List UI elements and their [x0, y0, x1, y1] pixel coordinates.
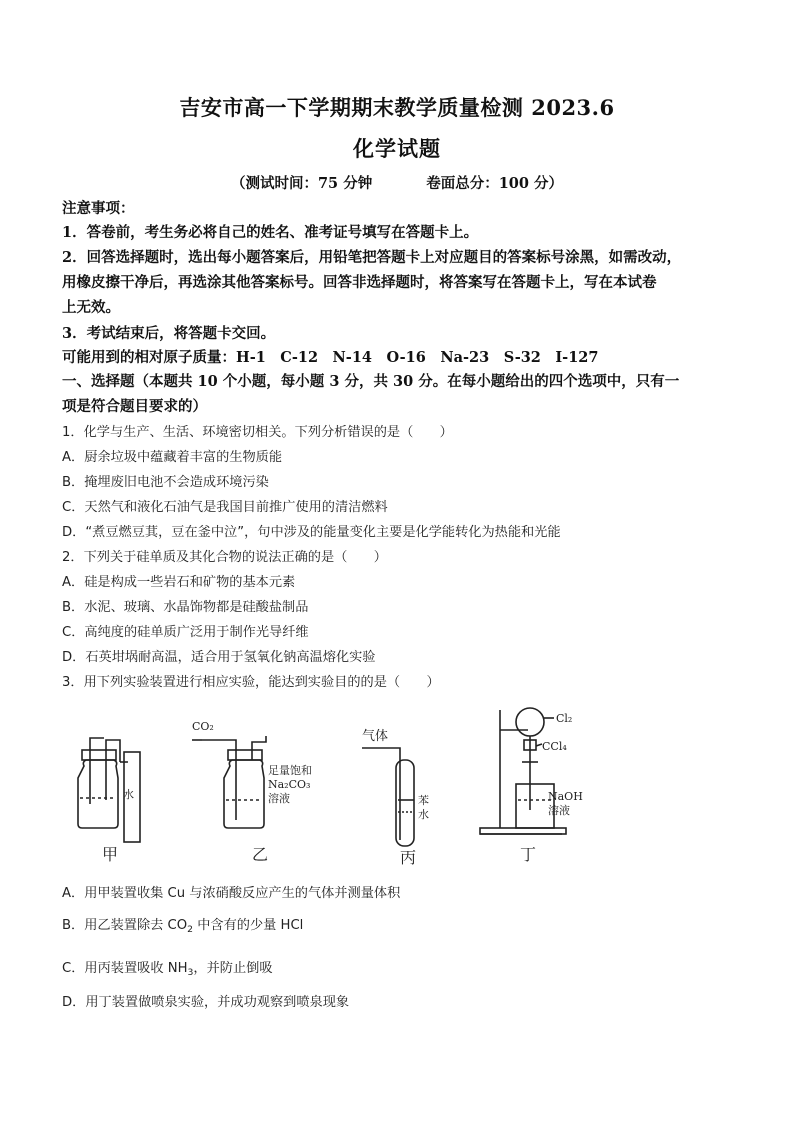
apparatus-yi [192, 736, 266, 828]
q2-stem: 2．下列关于硅单质及其化合物的说法正确的是（ ） [62, 550, 387, 565]
time-info: （测试时间：75 分钟 [230, 175, 373, 192]
notes-item-1: 1．答卷前，考生务必将自己的姓名、准考证号填写在答题卡上。 [62, 224, 479, 241]
exam-title: 吉安市高一下学期期末教学质量检测 2023.6 [179, 95, 615, 120]
q1-option-d: D．“煮豆燃豆萁，豆在釜中泣”，句中涉及的能量变化主要是化学能转化为热能和光能 [62, 525, 561, 540]
q3-option-b-subscript: 2 [187, 924, 194, 935]
label-naoh-solution: 溶液 [548, 804, 570, 817]
label-benzene: 苯 [418, 794, 429, 807]
q3-option-b [62, 914, 738, 942]
section-heading-a: 一、选择题（本题共 10 个小题，每小题 3 分，共 30 分。在每小题给出的四个选项中，只有一 [62, 373, 680, 390]
notes-item-3: 3．考试结束后，将答题卡交回。 [62, 325, 276, 342]
q2-option-a: A．硅是构成一些岩石和矿物的基本元素 [62, 575, 296, 590]
q3-option-b-text: B．用乙装置除去 CO [62, 918, 188, 933]
notes-item-2b: 用橡皮擦干净后，再选涂其他答案标号。回答非选择题时，将答案写在答题卡上，写在本试卷 [62, 274, 657, 291]
q3-apparatus-figure [62, 700, 602, 870]
notes-heading: 注意事项： [62, 200, 135, 217]
q2-option-c: C．高纯度的硅单质广泛用于制作光导纤维 [62, 625, 309, 640]
apparatus-bing [362, 748, 414, 846]
label-water-2: 水 [418, 808, 429, 821]
q3-option-a: A．用甲装置收集 Cu 与浓硝酸反应产生的气体并测量体积 [62, 886, 401, 901]
label-sat3: 溶液 [268, 792, 290, 805]
label-bing: 丙 [400, 848, 417, 867]
section-heading-b: 项是符合题目要求的） [62, 398, 207, 415]
q2-option-b: B．水泥、玻璃、水晶饰物都是硅酸盐制品 [62, 600, 309, 615]
label-water: 水 [123, 788, 134, 801]
exam-subject: 化学试题 [353, 136, 441, 161]
q3-option-d: D．用丁装置做喷泉实验，并成功观察到喷泉现象 [62, 995, 350, 1010]
notes-item-2c: 上无效。 [62, 299, 120, 316]
label-cl2: Cl₂ [556, 712, 573, 725]
q1-stem: 1．化学与生产、生活、环境密切相关。下列分析错误的是（ ） [62, 425, 453, 440]
label-naoh: NaOH [548, 790, 583, 803]
label-ding: 丁 [520, 845, 537, 864]
q1-option-c: C．天然气和液化石油气是我国目前推广使用的清洁燃料 [62, 500, 388, 515]
label-sat1: 足量饱和 [268, 764, 312, 777]
notes-item-2a: 2．回答选择题时，选出每小题答案后，用铅笔把答题卡上对应题目的答案标号涂黑，如需改动， [62, 249, 682, 266]
exam-info [0, 172, 794, 193]
q3-option-c-subscript: 3 [187, 967, 194, 978]
q3-option-b-text-end: 中含有的少量 HCl [193, 918, 304, 933]
label-gas: 气体 [362, 729, 389, 744]
label-ccl4: CCl₄ [542, 740, 567, 753]
q1-option-b: B．掩埋废旧电池不会造成环境污染 [62, 475, 269, 490]
q3-option-c [62, 957, 738, 985]
label-yi: 乙 [252, 845, 269, 864]
atomic-mass-line: 可能用到的相对原子质量：H-1 C-12 N-14 O-16 Na-23 S-32 I-127 [62, 349, 599, 366]
q3-stem: 3．用下列实验装置进行相应实验，能达到实验目的的是（ ） [62, 675, 440, 690]
label-sat2: Na₂CO₃ [268, 778, 311, 791]
q1-option-a: A．厨余垃圾中蕴藏着丰富的生物质能 [62, 450, 283, 465]
q3-option-c-text-end: ，并防止倒吸 [193, 961, 273, 976]
q3-option-c-text: C．用丙装置吸收 NH [62, 961, 188, 976]
label-co2: CO₂ [192, 720, 214, 733]
score-info: 卷面总分：100 分） [426, 175, 564, 192]
label-jia: 甲 [102, 845, 119, 864]
q2-option-d: D．石英坩埚耐高温，适合用于氢氧化钠高温熔化实验 [62, 650, 376, 665]
